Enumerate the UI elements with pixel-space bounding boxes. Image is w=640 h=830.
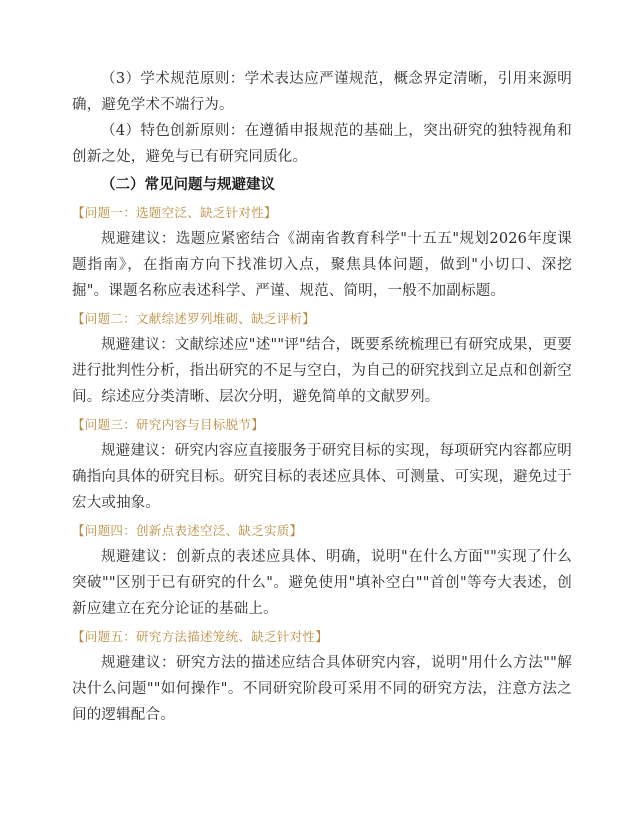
- problem-tag-3: 【问题三：研究内容与目标脱节】: [72, 417, 265, 432]
- section-heading: （二）常见问题与规避建议: [101, 176, 275, 193]
- advice-paragraph-3: 规避建议：研究内容应直接服务于研究目标的实现，每项研究内容都应明确指向具体的研究目标。研究目标的表述应具体、可测量、可实现，避免过于宏大或抽象。: [72, 443, 572, 511]
- advice-paragraph-2: 规避建议：文献综述应"述""评"结合，既要系统梳理已有研究成果，更要进行批判性分析，指出研究的不足与空白，为自己的研究找到立足点和创新空间。综述应分类清晰、层次分明，避免简单的文献罗列。: [72, 337, 572, 405]
- principle-academic-norms: （3）学术规范原则：学术表达应严谨规范，概念界定清晰，引用来源明确，避免学术不端行为。: [72, 71, 572, 113]
- principle-innovation: （4）特色创新原则：在遵循申报规范的基础上，突出研究的独特视角和创新之处，避免与已有研究同质化。: [72, 123, 572, 165]
- problem-tag-4: 【问题四：创新点表述空泛、缺乏实质】: [72, 523, 303, 538]
- advice-paragraph-1: 规避建议：选题应紧密结合《湖南省教育科学"十五五"规划2026年度课题指南》，在指南方向下找准切入点，聚焦具体问题，做到"小切口、深挖掘"。课题名称应表述科学、严谨、规范、简明，一般不加副标题。: [72, 231, 572, 299]
- advice-paragraph-5: 规避建议：研究方法的描述应结合具体研究内容，说明"用什么方法""解决什么问题""如何操作"。不同研究阶段可采用不同的研究方法，注意方法之间的逻辑配合。: [72, 655, 572, 723]
- problem-tag-2: 【问题二：文献综述罗列堆砌、缺乏评析】: [72, 311, 316, 326]
- problem-tag-5: 【问题五：研究方法描述笼统、缺乏针对性】: [72, 629, 329, 644]
- problem-tag-1: 【问题一：选题空泛、缺乏针对性】: [72, 205, 277, 220]
- document-body: [72, 66, 572, 730]
- advice-paragraph-4: 规避建议：创新点的表述应具体、明确，说明"在什么方面""实现了什么突破""区别于已有研究的什么"。避免使用"填补空白""首创"等夸大表述，创新应建立在充分论证的基础上。: [72, 549, 572, 617]
